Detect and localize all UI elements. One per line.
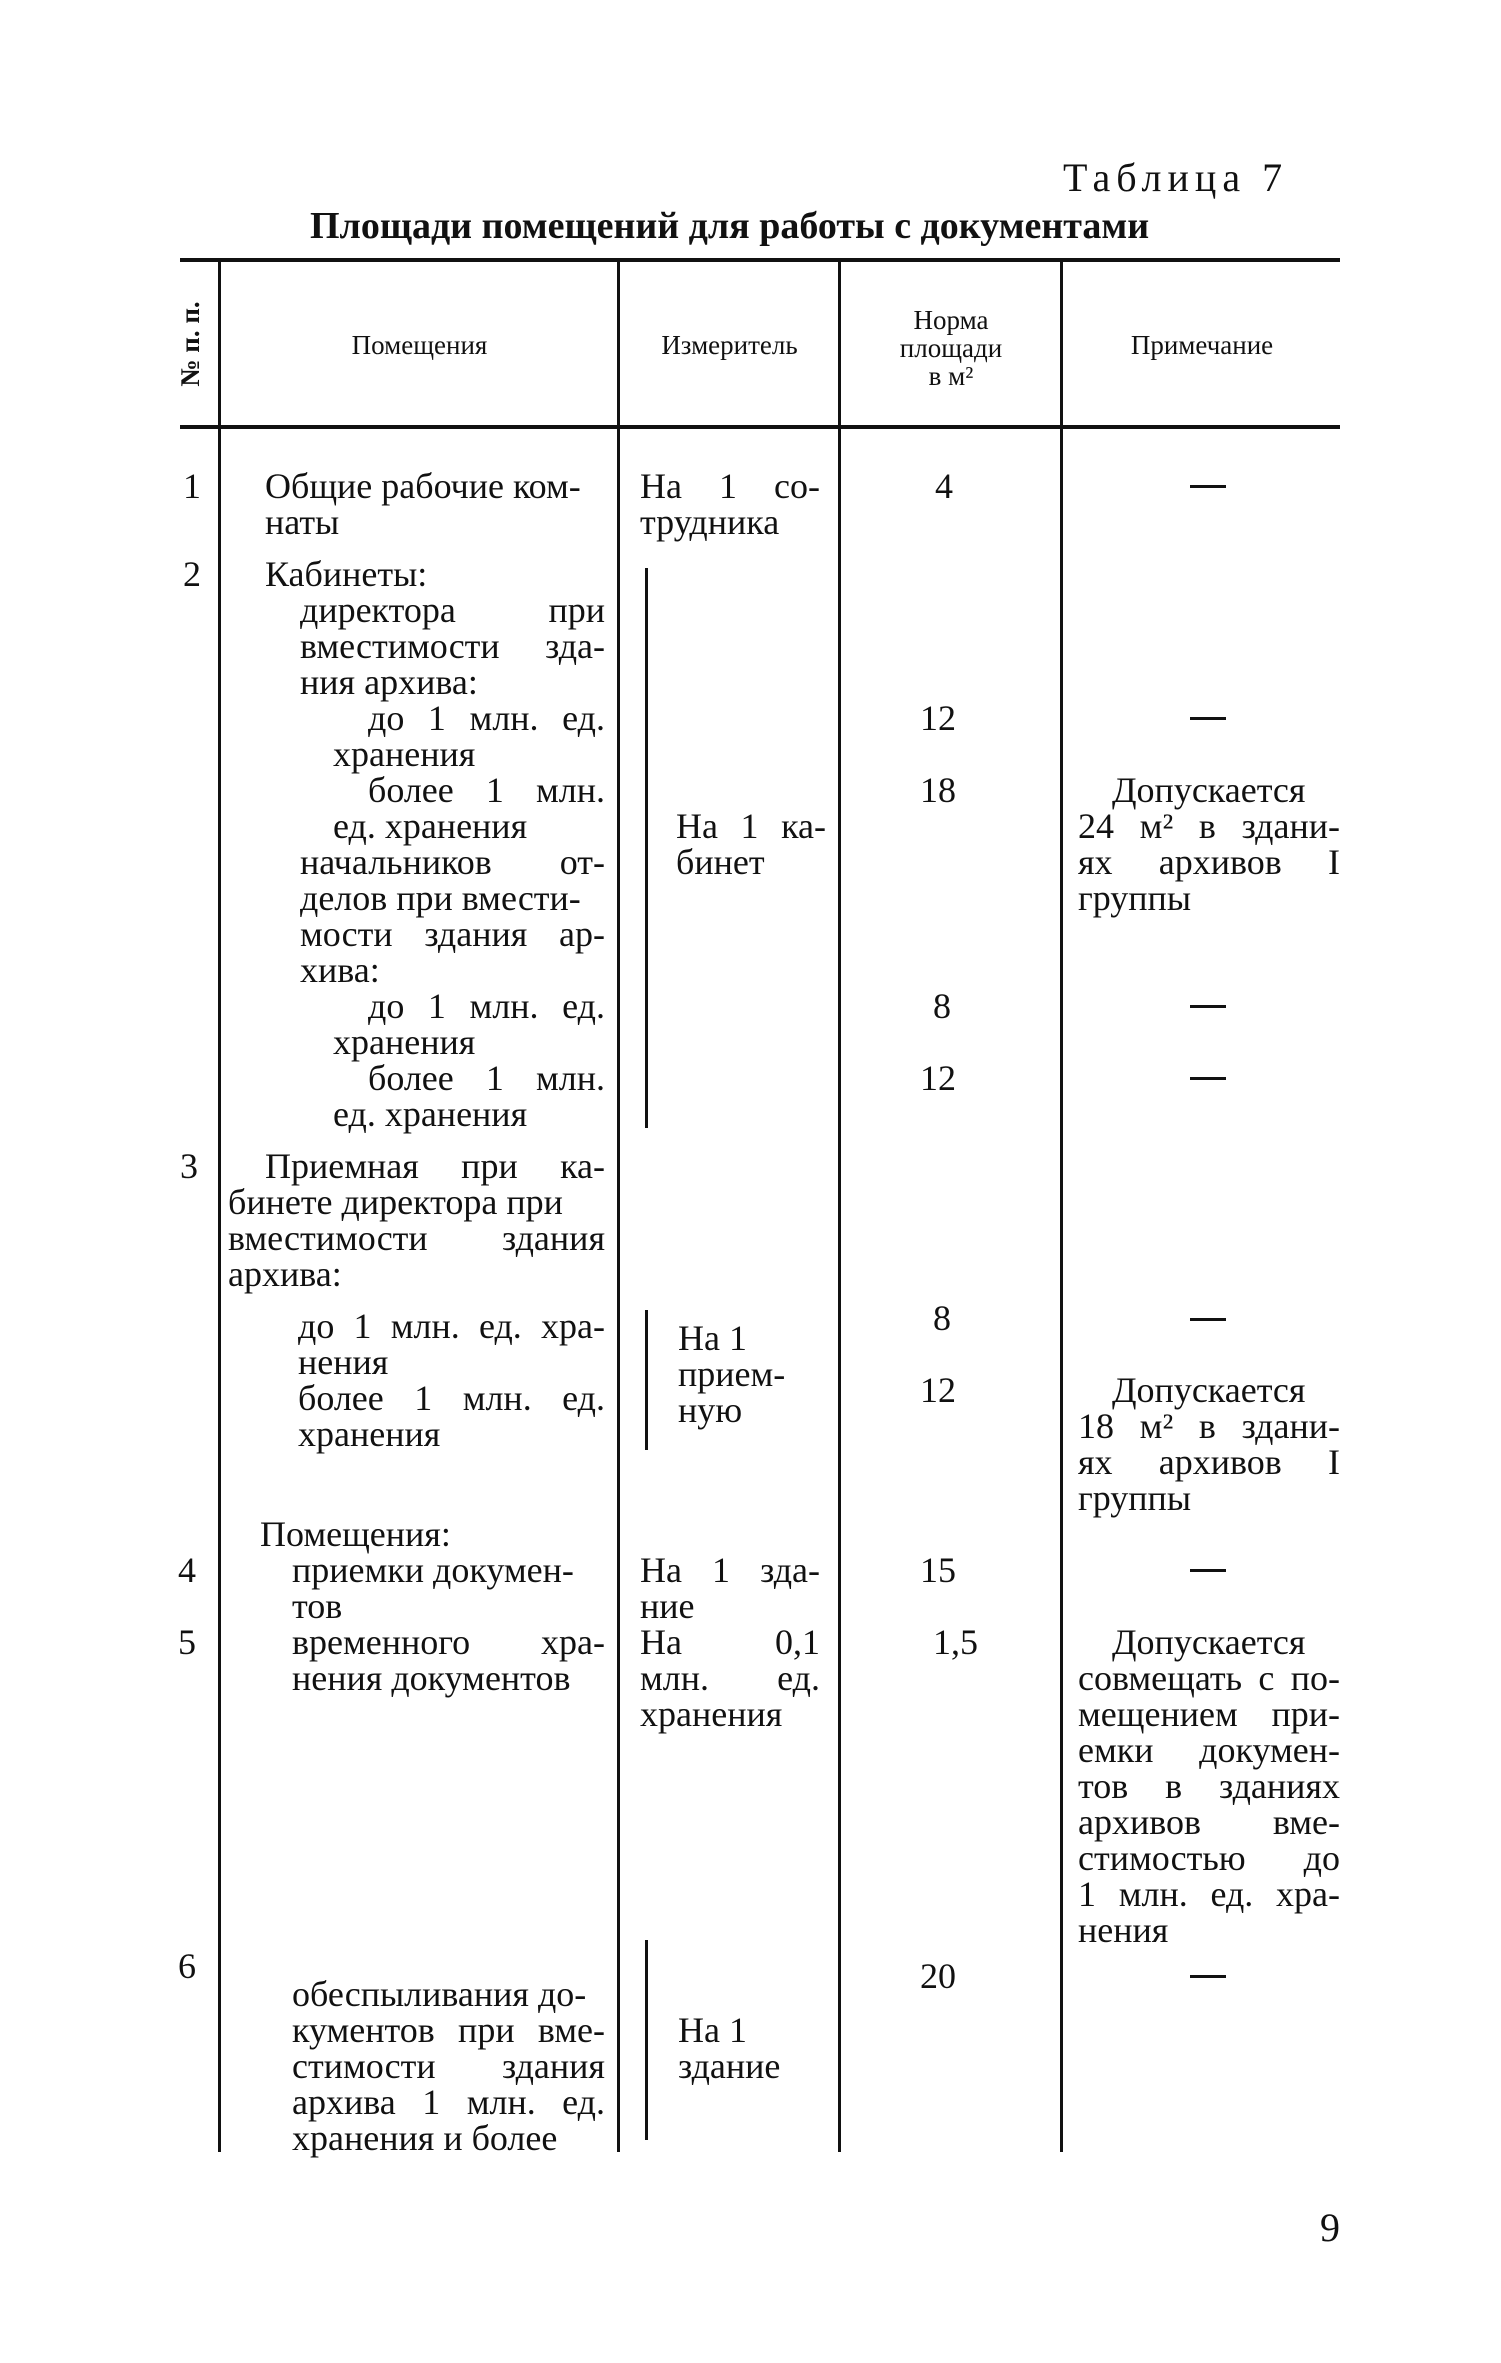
col-divider-3 [838, 262, 841, 2152]
row-5-note-6: архивов вме- [1078, 1802, 1340, 1842]
row-2-norm-d: 12 [920, 1058, 956, 1098]
row-5-note-7: стимостью до [1078, 1838, 1340, 1878]
row-4-num: 4 [178, 1550, 196, 1590]
row-5-num: 5 [178, 1622, 196, 1662]
col-divider-4 [1060, 262, 1063, 2152]
row-2-line-11: мости здания ар- [300, 914, 605, 954]
row-2-line-8: ед. хранения [333, 806, 528, 846]
row-2-line-15: более 1 млн. [368, 1058, 605, 1098]
row-1-room-2: наты [265, 502, 340, 542]
row-3-measure-1: На 1 [678, 1318, 747, 1358]
row-2-brace [645, 568, 648, 1128]
row-3-line-6: нения [298, 1342, 389, 1382]
row-2-measure-1: На 1 ка- [676, 806, 826, 846]
row-6-note-dash [1190, 1975, 1226, 1978]
row-1-measure-1: На 1 со- [640, 466, 820, 506]
row-5-note-4: емки докумен- [1078, 1730, 1340, 1770]
row-3-note-b-3: ях архивов I [1078, 1442, 1340, 1482]
row-5-line-2: нения документов [292, 1658, 571, 1698]
row-2-note-b-3: ях архивов I [1078, 842, 1340, 882]
row-2-line-9: начальников от- [300, 842, 605, 882]
row-3-num: 3 [180, 1146, 198, 1186]
col-header-norm-3: в м² [928, 361, 974, 391]
row-6-line-1: обеспыливания до- [292, 1974, 587, 2014]
row-5-note-3: мещением при- [1078, 1694, 1340, 1734]
row-3-line-8: хранения [298, 1414, 441, 1454]
row-2-line-14: хранения [333, 1022, 476, 1062]
row-2-norm-c: 8 [933, 986, 951, 1026]
row-2-line-10: делов при вмести- [300, 878, 581, 918]
row-4-measure-2: ние [640, 1586, 695, 1626]
row-2-line-12: хива: [300, 950, 380, 990]
header-bottom-rule [180, 425, 1340, 429]
table-label: Таблица 7 [1063, 155, 1289, 200]
row-2-line-16: ед. хранения [333, 1094, 528, 1134]
row-5-line-1: временного хра- [292, 1622, 605, 1662]
row-3-norm-b: 12 [920, 1370, 956, 1410]
row-5-norm: 1,5 [933, 1622, 978, 1662]
row-3-brace [645, 1310, 648, 1450]
row-3-measure-3: ную [678, 1390, 743, 1430]
row-3-line-1: Приемная при ка- [265, 1146, 605, 1186]
row-4-norm: 15 [920, 1550, 956, 1590]
col-divider-2 [617, 262, 620, 2152]
row-2-line-13: до 1 млн. ед. [368, 986, 605, 1026]
col-header-norm-1: Норма [913, 305, 989, 335]
col-divider-1 [218, 262, 221, 2152]
row-6-measure-1: На 1 [678, 2010, 747, 2050]
row-2-line-4: ния архива: [300, 662, 478, 702]
row-4-note-dash [1190, 1569, 1226, 1572]
row-6-line-5: хранения и более [292, 2118, 558, 2158]
row-6-brace [645, 1940, 648, 2140]
row-5-note-8: 1 млн. ед. хра- [1078, 1874, 1340, 1914]
row-1-room-1: Общие рабочие ком- [265, 466, 581, 506]
row-5-measure-2: млн. ед. [640, 1658, 820, 1698]
row-5-note-5: тов в зданиях [1078, 1766, 1340, 1806]
row-3-note-a-dash [1190, 1318, 1226, 1321]
row-1-measure-2: трудника [640, 502, 780, 542]
row-2-note-a-dash [1190, 717, 1226, 720]
row-2-num: 2 [183, 554, 201, 594]
row-3-note-b-2: 18 м² в здани- [1078, 1406, 1340, 1446]
row-2-line-7: более 1 млн. [368, 770, 605, 810]
row-6-measure-2: здание [678, 2046, 781, 2086]
row-3-line-2: бинете директора при [228, 1182, 563, 1222]
row-6-norm: 20 [920, 1956, 956, 1996]
row-4-measure-1: На 1 зда- [640, 1550, 820, 1590]
table-top-rule [180, 258, 1340, 262]
row-2-norm-b: 18 [920, 770, 956, 810]
row-5-note-2: совмещать с по- [1078, 1658, 1340, 1698]
row-3-note-b-4: группы [1078, 1478, 1192, 1518]
row-2-line-6: хранения [333, 734, 476, 774]
row-5-note-9: нения [1078, 1910, 1169, 1950]
row-3-line-4: архива: [228, 1254, 342, 1294]
row-2-line-3: вместимости зда- [300, 626, 605, 666]
row-3-note-b-1: Допускается [1112, 1370, 1306, 1410]
row-3-line-5: до 1 млн. ед. хра- [298, 1306, 605, 1346]
row-4-line-2: тов [292, 1586, 343, 1626]
row-3-norm-a: 8 [933, 1298, 951, 1338]
rooms-heading: Помещения: [260, 1514, 451, 1554]
row-1-num: 1 [183, 466, 201, 506]
col-header-measure: Измеритель [661, 330, 798, 360]
col-header-num: № п. п. [175, 301, 205, 387]
row-2-note-b-2: 24 м² в здани- [1078, 806, 1340, 846]
col-header-note: Примечание [1130, 330, 1274, 360]
col-header-norm-2: площади [899, 333, 1003, 363]
row-6-line-4: архива 1 млн. ед. [292, 2082, 605, 2122]
row-2-norm-a: 12 [920, 698, 956, 738]
row-1-note-dash [1190, 485, 1226, 488]
row-2-line-5: до 1 млн. ед. [368, 698, 605, 738]
row-5-measure-1: На 0,1 [640, 1622, 820, 1662]
row-2-note-b-4: группы [1078, 878, 1192, 918]
row-4-line-1: приемки докумен- [292, 1550, 574, 1590]
row-2-note-b-1: Допускается [1112, 770, 1306, 810]
row-2-note-d-dash [1190, 1077, 1226, 1080]
page-number: 9 [1320, 2205, 1340, 2250]
row-6-line-3: стимости здания [292, 2046, 605, 2086]
row-5-measure-3: хранения [640, 1694, 783, 1734]
row-2-line-2: директора при [300, 590, 605, 630]
row-5-note-1: Допускается [1112, 1622, 1306, 1662]
row-2-line-1: Кабинеты: [265, 554, 428, 594]
row-6-num: 6 [178, 1946, 196, 1986]
row-3-measure-2: прием- [678, 1354, 786, 1394]
row-1-norm: 4 [935, 466, 953, 506]
row-3-line-7: более 1 млн. ед. [298, 1378, 605, 1418]
row-6-line-2: кументов при вме- [292, 2010, 605, 2050]
row-3-line-3: вместимости здания [228, 1218, 605, 1258]
row-2-measure-2: бинет [676, 842, 765, 882]
page-title: Площади помещений для работы с документами [310, 205, 1150, 247]
row-2-note-c-dash [1190, 1005, 1226, 1008]
col-header-room: Помещения [351, 330, 488, 360]
